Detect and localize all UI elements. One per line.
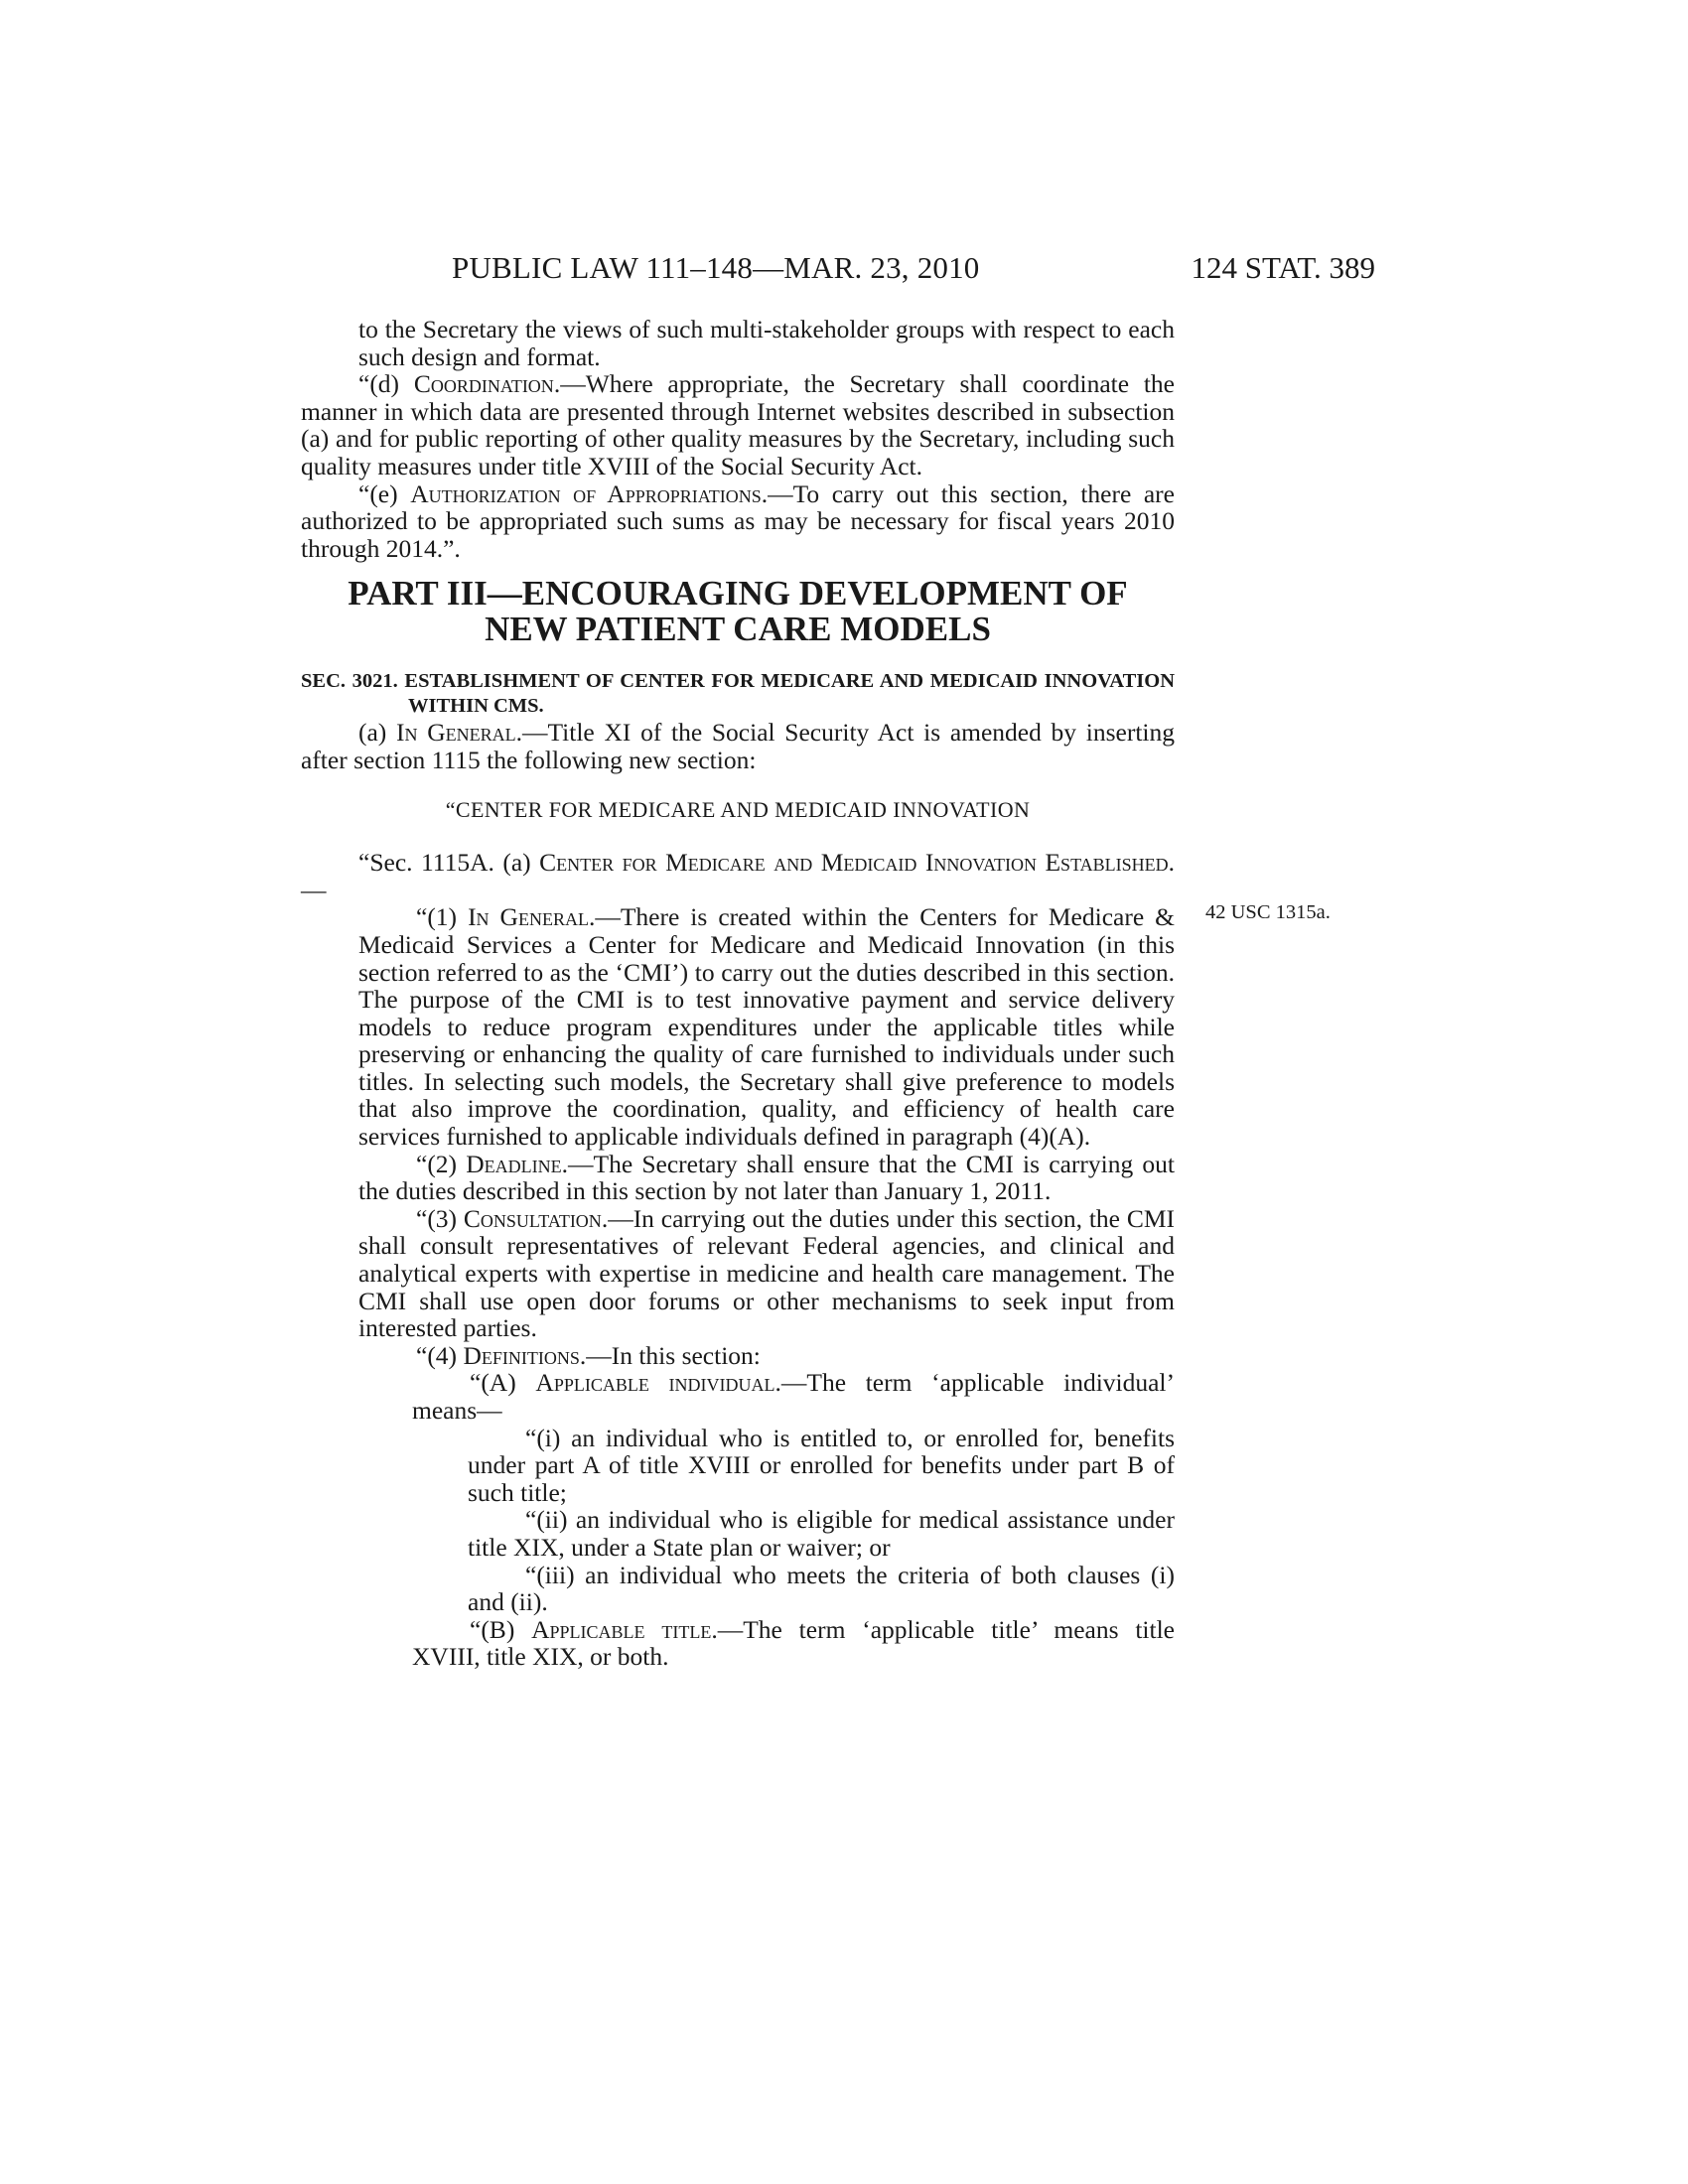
inserted-section-title: “CENTER FOR MEDICARE AND MEDICAID INNOVATION [445,796,1031,822]
paragraph-heading: Definitions [463,1340,580,1370]
paragraph-lead: (a) [358,718,397,748]
section-heading: SEC. 3021. ESTABLISHMENT OF CENTER FOR MEDICARE AND MEDICAID INNOVATION WITHIN CMS. [301,670,1175,718]
clause-ii: “(ii) an individual who is eligible for medical assistance under title XIX, under a State plan or waiver; or [468,1505,1175,1562]
statute-page-number: 124 STAT. 389 [1191,250,1375,285]
paragraph-authorization [301,480,1175,563]
running-head [298,248,1375,288]
paragraph-heading: Deadline [466,1149,562,1178]
paragraph-lead: “(A) [470,1368,536,1398]
paragraph-text: .—There is created within the Centers for Medicare & Medicaid Services a Center for Medicare and Medicaid Innovation (in this section referred to as the ‘CMI’) to carry out the duties described in this section. The purpose of the CMI is to test innovative payment and service delivery models to reduce program expenditures under the applicable titles while preserving or enhancing the quality of care furnished to individuals under such titles. In selecting such models, the Secretary shall give preference to models that also improve the coordination, quality, and efficiency of health care services furnished to applicable individuals defined in paragraph (4)(A). [358,902,1175,1152]
paragraph-3-consultation [301,1205,1175,1342]
part-heading [301,576,1175,647]
paragraph-text: .—The term ‘applicable title’ means title XVIII, title XIX, or both. [412,1614,1175,1672]
paragraph-lead: “Sec. 1115A. (a) [358,848,540,878]
paragraph-lead: “(4) [416,1340,464,1370]
clause-i: “(i) an individual who is entitled to, or enrolled for, benefits under part A of title XVIII or enrolled for benefits under part B of such title; [468,1423,1175,1507]
paragraph-heading: Applicable title [531,1614,712,1644]
part-heading-line: PART III—ENCOURAGING DEVELOPMENT OF [348,574,1128,614]
paragraph-text: .—Title XI of the Social Security Act is amended by inserting after section 1115 the following new section: [301,718,1175,774]
paragraph-text: .—The Secretary shall ensure that the CMI is carrying out the duties described in this section by not later than January 1, 2011. [358,1149,1175,1206]
paragraph-heading: In General [468,902,589,932]
part-heading-line: NEW PATIENT CARE MODELS [485,610,991,649]
paragraph-text: .—To carry out this section, there are authorized to be appropriated such sums as may be necessary for fiscal years 2010 through 2014.”. [301,478,1175,563]
body-text [301,316,1175,1671]
paragraph-heading: In General [396,718,516,748]
paragraph-coordination [301,370,1175,479]
paragraph-4-definitions [301,1342,1175,1370]
paragraph-in-general [301,719,1175,773]
public-law-citation: PUBLIC LAW 111–148—MAR. 23, 2010 [452,250,980,285]
paragraph-heading: Applicable individual [535,1368,775,1398]
paragraph-lead: “(2) [416,1149,467,1178]
paragraph-b-applicable-title [301,1616,1175,1671]
paragraph-lead: “(e) [358,478,411,508]
paragraph-heading: Center for Medicare and Medicaid Innovation Established [539,848,1169,878]
paragraph-text: .—In carrying out the duties under this section, the CMI shall consult representatives of relevant Federal agencies, and clinical and analytical experts with expertise in medicine and health care management. The CMI shall use open door forums or other mechanisms to seek input from interested parties. [358,1203,1175,1343]
clause-iii: “(iii) an individual who meets the criteria of both clauses (i) and (ii). [468,1560,1175,1617]
paragraph-lead: “(B) [470,1614,532,1644]
usc-margin-note: 42 USC 1315a. [1205,901,1331,923]
paragraph-2-deadline [301,1151,1175,1205]
paragraph-lead: “(1) [416,902,469,932]
paragraph-text: .—Where appropriate, the Secretary shall coordinate the manner in which data are presented through Internet websites described in subsection (a) and for public reporting of other quality measures by the Secretary, including such quality measures under title XVIII of the Social Security Act. [301,369,1175,480]
paragraph-a-applicable-individual [301,1369,1175,1424]
paragraph-text: .—In this section: [579,1340,761,1370]
paragraph-text: .— [301,848,1175,904]
paragraph-sec-1115a [301,849,1175,903]
paragraph-continuation: to the Secretary the views of such multi-stakeholder groups with respect to each such design and format. [358,315,1175,371]
paragraph-heading: Authorization of Appropriations [410,478,762,508]
paragraph-heading: Coordination [413,369,554,399]
paragraph-lead: “(d) [358,369,414,399]
paragraph-lead: “(3) [416,1203,464,1233]
paragraph-1-in-general [301,903,1175,1150]
paragraph-heading: Consultation [463,1203,602,1233]
paragraph-text: .—The term ‘applicable individual’ means— [412,1368,1176,1425]
